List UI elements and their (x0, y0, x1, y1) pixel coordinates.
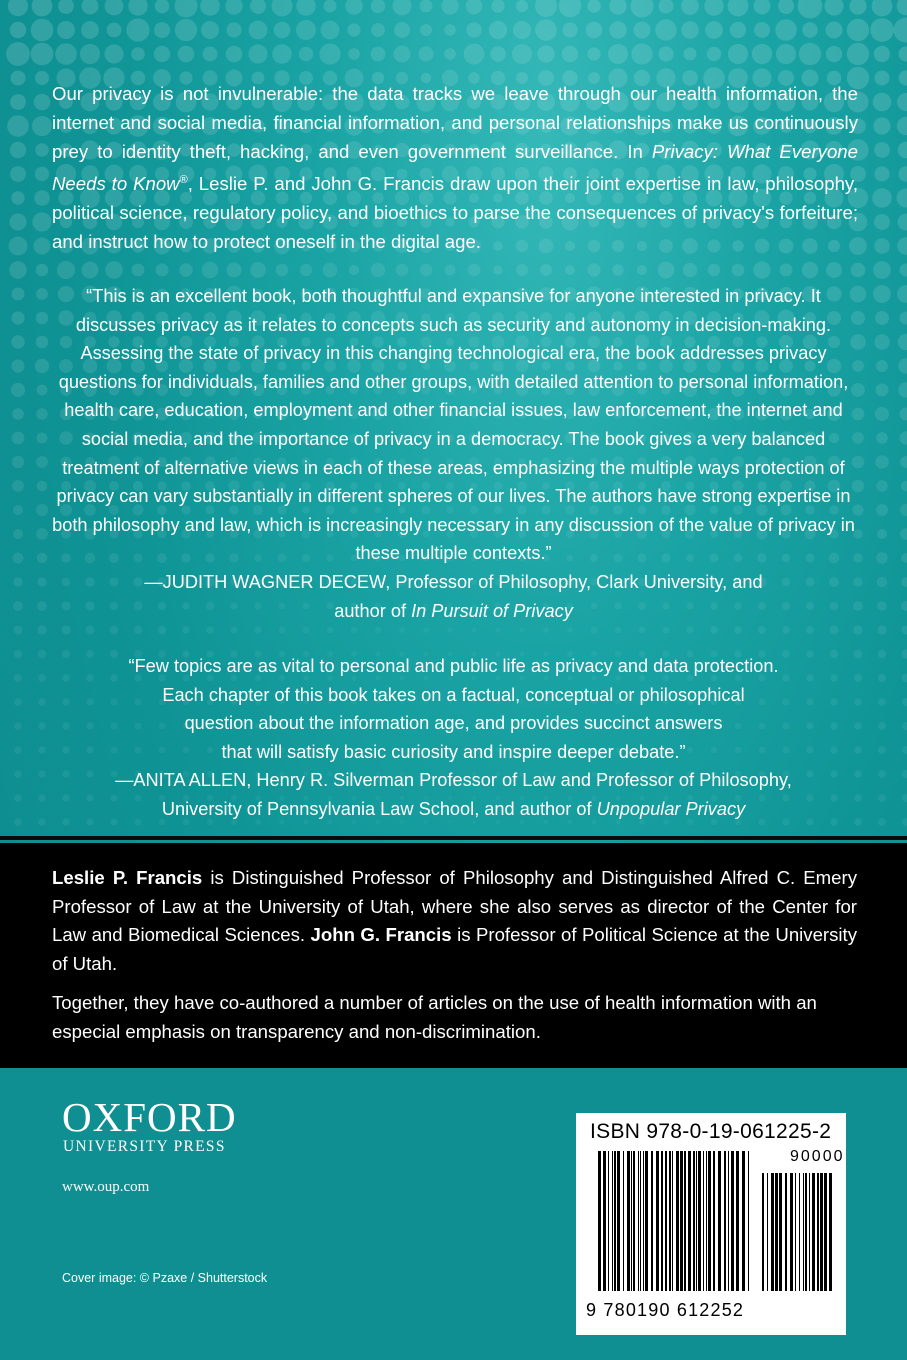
quote-allen-attribution-2: University of Pennsylvania Law School, and author of Unpopular Privacy (161, 798, 746, 819)
isbn-barcode-box (576, 1113, 846, 1335)
quote-allen-book: Unpopular Privacy (596, 798, 746, 819)
endorsement-decew (46, 282, 861, 625)
barcode-icon (590, 1151, 832, 1301)
coauthor-note: Together, they have co-authored a number of articles on the use of health information with an especial emphasis on transparency and non-discrimination. (52, 992, 817, 1042)
blurb-text-2: , Leslie P. and John G. Francis draw upon their joint expertise in law, philosophy, political science, regulatory policy, and bioethics to parse the consequences of privacy's forfeiture; and instruct how to protect oneself in the digital age. (52, 173, 858, 253)
endorsement-allen (46, 652, 861, 824)
quote-decew-attribution-2: author of In Pursuit of Privacy (334, 600, 573, 621)
quote-decew-attribution: —JUDITH WAGNER DECEW, Professor of Philosophy, Clark University, and (144, 571, 763, 592)
quote-allen-line-4: that will satisfy basic curiosity and inspire deeper debate.” (221, 741, 686, 762)
publisher-section (0, 1068, 907, 1360)
oxford-logo: OXFORD (62, 1094, 237, 1140)
quote-allen-attribution: —ANITA ALLEN, Henry R. Silverman Professor of Law and Professor of Philosophy, (115, 770, 792, 791)
author-bio-band (0, 843, 907, 1068)
blurb-text-1: Our privacy is not invulnerable: the data tracks we leave through our health information, the internet and social media, financial information, and personal relationships make us continuously prey to identity theft, hacking, and even government surveillance. In (52, 83, 858, 162)
blurb-book-title: Privacy: What Everyone Needs to Know (52, 140, 858, 195)
barcode-digits: 9 780190 612252 (586, 1300, 745, 1320)
author-name-leslie: Leslie P. Francis (52, 867, 203, 888)
isbn-number: ISBN 978-0-19-061225-2 (590, 1120, 832, 1143)
book-blurb (52, 80, 858, 257)
registered-mark: ® (179, 174, 188, 187)
price-code: 90000 (790, 1148, 845, 1165)
quote-allen-line-2: Each chapter of this book takes on a factual, conceptual or philosophical (162, 684, 745, 705)
cover-image-credit: Cover image: © Pzaxe / Shutterstock (62, 1271, 268, 1285)
publisher-url: www.oup.com (62, 1179, 150, 1195)
oxford-logo-subtitle: UNIVERSITY PRESS (63, 1138, 226, 1155)
quote-decew-text: “This is an excellent book, both thoughtful and expansive for anyone interested in privacy. It discusses privacy as it relates to concepts such as security and autonomy in decision-making. Assessing the state of privacy in this changing technological era, the book addresses privacy questions for individuals, families and other groups, with detailed attention to personal information, health care, education, employment and other financial issues, law enforcement, the internet and social media, and the importance of privacy in a democracy. The book gives a very balanced treatment of alternative views in each of these areas, emphasizing the multiple ways protection of privacy can vary substantially in different spheres of our lives. The authors have strong expertise in both philosophy and law, which is increasingly necessary in any discussion of the value of privacy in these multiple contexts.” (52, 286, 855, 564)
quote-decew-book: In Pursuit of Privacy (411, 600, 573, 621)
author-bio: Leslie P. Francis is Distinguished Professor of Philosophy and Distinguished Alfred C. Emery Professor of Law at the University of Utah, where she also serves as director of the Center for Law and Biomedical Sciences. John G. Francis is Professor of Political Science at the University of Utah. (52, 867, 858, 974)
quote-allen-line-1: “Few topics are as vital to personal and public life as privacy and data protection. (128, 656, 779, 676)
author-name-john: John G. Francis (310, 924, 452, 946)
quote-allen-line-3: question about the information age, and provides succinct answers (184, 713, 723, 734)
divider-line (0, 836, 907, 840)
